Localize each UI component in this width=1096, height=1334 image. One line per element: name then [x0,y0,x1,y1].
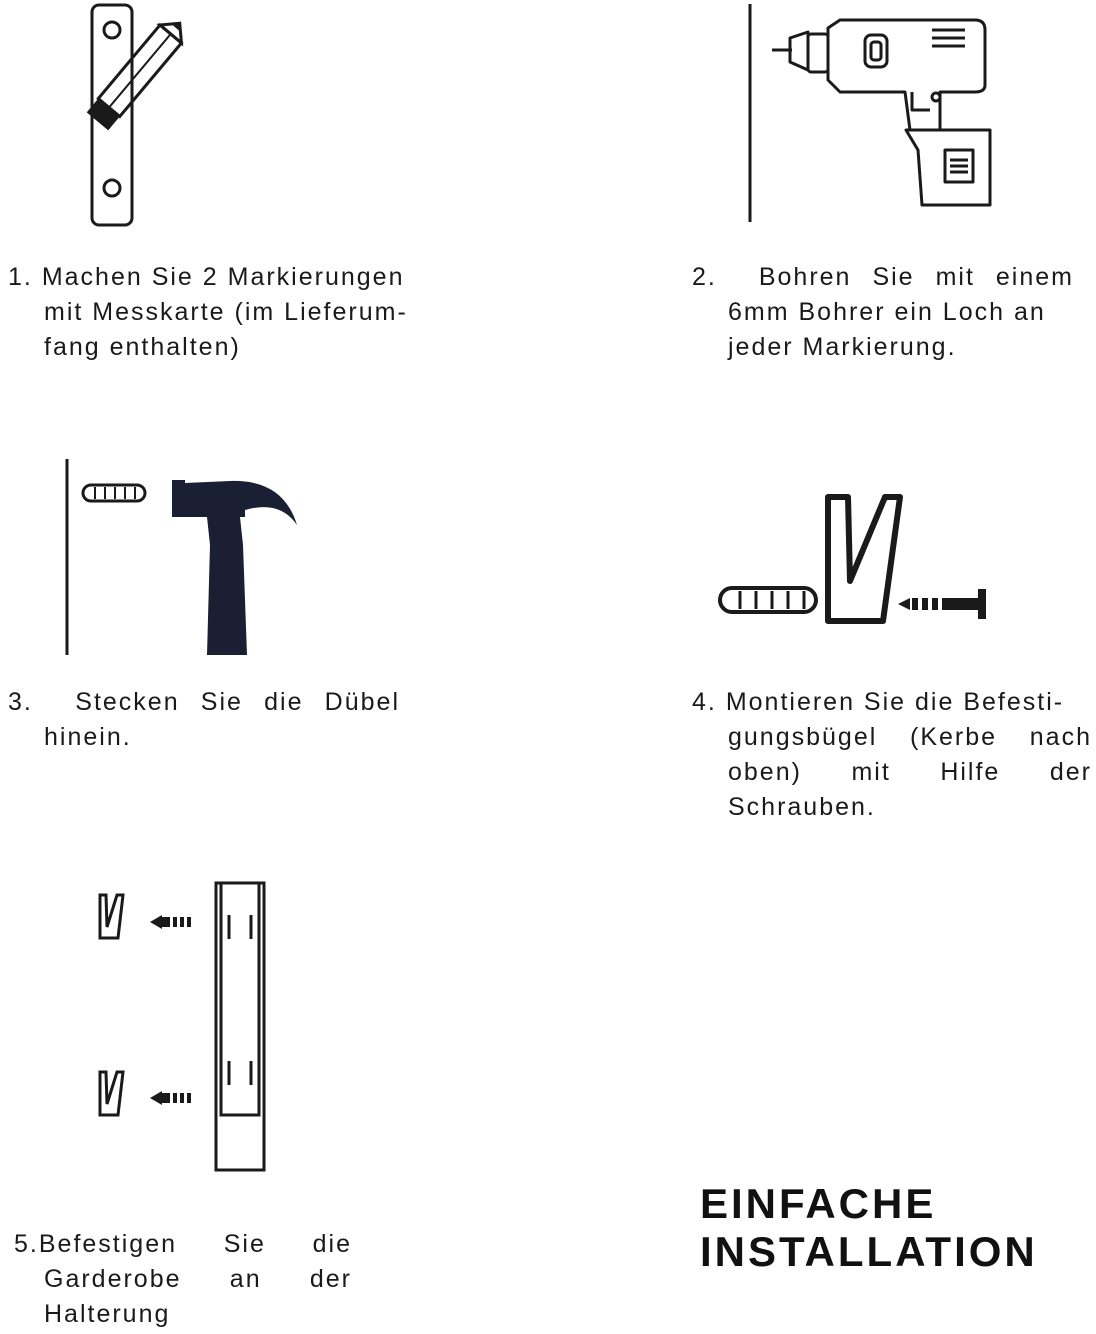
step-2-line-1 [692,260,1074,295]
page-title [700,1180,1038,1276]
step-1-line-1 [8,260,438,295]
step-4-line-3: oben) mit Hilfe der [728,758,1092,786]
step-2-line-1-text: Bohren Sie mit einem [758,263,1074,291]
step-2-number: 2. [692,263,717,291]
step-4-line-2: gungsbügel (Kerbe nach [728,723,1092,751]
wall-plug-icon [83,485,145,501]
step-1-line-2: mit Messkarte (im Lieferum- [44,298,408,326]
step-4-number: 4. [692,688,717,716]
screw-icon [898,589,986,619]
pencil-icon [87,14,191,130]
title-line-1: EINFACHE [700,1180,937,1227]
step-4-line-1-text: Montieren Sie die Befesti- [725,688,1065,716]
step-3-line-1 [8,685,400,720]
step-3-number: 3. [8,688,33,716]
step-1-text [8,260,438,365]
coat-rack-icon [216,883,264,1170]
arrow-icon [150,915,191,929]
bracket-icon [828,497,900,621]
step-4-line-1 [692,685,1092,720]
bracket-icon [100,1072,123,1115]
step-5-line-2: Garderobe an der [44,1265,352,1293]
step-1-line-1-text: Machen Sie 2 Markierungen [41,263,405,291]
step-5-line-1 [14,1227,352,1262]
step-2-line-3: jeder Markierung. [728,333,957,361]
arrow-icon [150,1091,191,1105]
step-3-line-1-text: Stecken Sie die Dübel [75,688,400,716]
step-1-illustration [80,0,290,235]
step-1-line-3: fang enthalten) [44,333,241,361]
wall-plug-icon [720,588,816,612]
drill-icon [772,20,990,205]
step-5-number: 5. [14,1230,39,1258]
step-3-illustration [55,455,315,665]
step-5-line-1-text: Befestigen Sie die [38,1230,352,1258]
step-4-illustration [710,485,1000,635]
step-4-text [692,685,1092,825]
step-1-number: 1. [8,263,33,291]
step-5-line-3: Halterung [44,1300,171,1328]
step-3-text [8,685,400,755]
step-5-illustration [90,875,280,1180]
title-line-2: INSTALLATION [700,1228,1038,1275]
step-2-line-2: 6mm Bohrer ein Loch an [728,298,1046,326]
step-2-text [692,260,1074,365]
step-5-text [14,1227,352,1332]
bracket-icon [100,895,123,938]
step-2-illustration [740,0,1000,235]
step-4-line-4: Schrauben. [728,793,876,821]
step-3-line-2: hinein. [44,723,132,751]
hammer-icon [172,480,297,655]
